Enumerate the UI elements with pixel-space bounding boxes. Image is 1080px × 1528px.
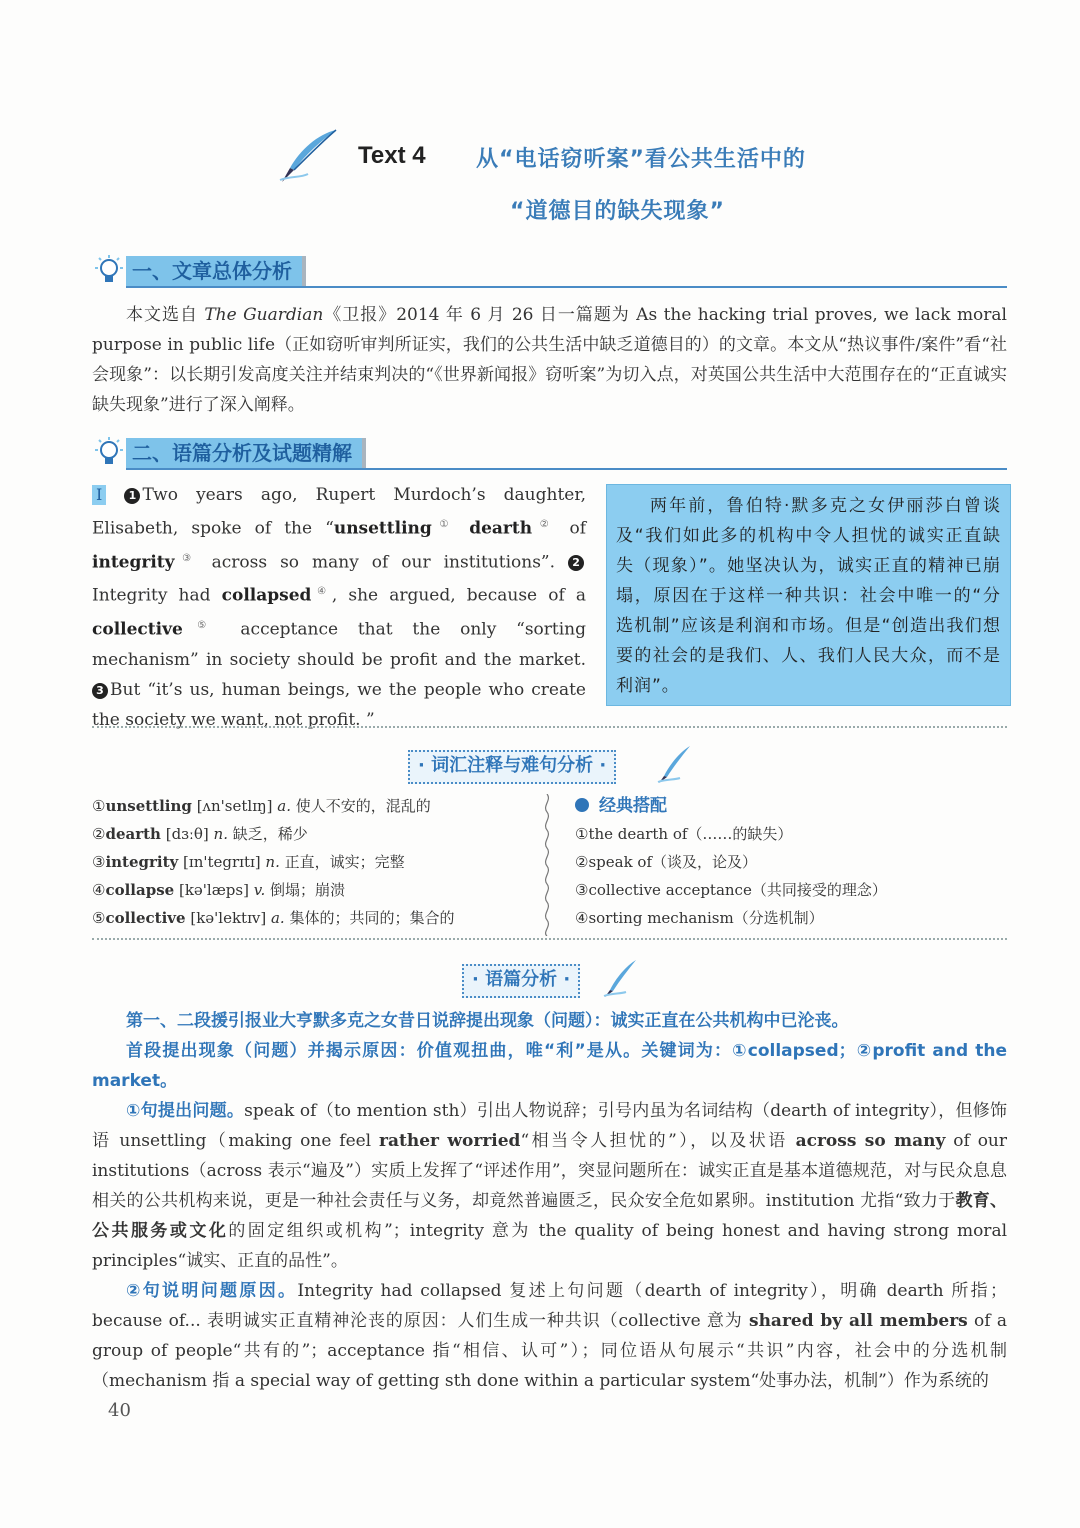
vocab-word: dearth xyxy=(469,518,533,539)
collocation-item: ②speak of（谈及，论及） xyxy=(575,853,758,871)
vocab-item: ②dearth [dɜːθ] n. 缺乏，稀少 xyxy=(92,825,308,843)
section-divider xyxy=(126,286,1007,288)
dotted-divider xyxy=(92,726,1007,728)
vocab-list xyxy=(92,792,532,932)
collocations-list xyxy=(575,792,1005,932)
vocab-item: ④collapse [kə'læps] v. 倒塌；崩溃 xyxy=(92,881,346,899)
lightbulb-icon xyxy=(92,436,126,470)
dotted-divider xyxy=(92,938,1007,940)
sentence-number: 2 xyxy=(568,555,584,571)
page-title-line1: 从“电话窃听案”看公共生活中的 xyxy=(476,147,806,172)
sentence-number: 3 xyxy=(92,683,108,699)
collocation-item: ①the dearth of（……的缺失） xyxy=(575,825,793,843)
sentence-number: 1 xyxy=(124,488,140,504)
source-title: The Guardian xyxy=(204,305,324,325)
analysis-paragraph: ②句说明问题原因。Integrity had collapsed 复述上句问题（dearth of integrity），明确 dearth 所指；because of... 表明诚实正直精神沦丧的原因：人们生成一种共识（collective 意为 shared by all members of a group of people“共有的”；acceptance 指“相信、认可”）；同位语从句展示“共识”内容，社会中的分选机制（mechanism 指 a special way of getting sth done within a particular system“处事办法，机制”）作为系统的 xyxy=(92,1281,1007,1391)
vocab-item: ⑤collective [kə'lektɪv] a. 集体的；共同的；集合的 xyxy=(92,909,455,927)
analysis-keywords: 首段提出现象（问题）并揭示原因：价值观扭曲，唯“利”是从。关键词为：①collapsed；②profit and the market。 xyxy=(92,1041,1007,1091)
section-heading-1-label: 一、文章总体分析 xyxy=(126,256,306,286)
text-number: Text 4 xyxy=(358,142,426,169)
section-divider xyxy=(126,468,1007,470)
quill-icon xyxy=(602,958,638,998)
analysis-summary: 第一、二段援引报业大亨默多克之女昔日说辞提出现象（问题）：诚实正直在公共机构中已沦丧。 xyxy=(126,1011,849,1031)
collocations-heading: 经典搭配 xyxy=(599,796,667,816)
analysis-section-tag: · 语篇分析 · xyxy=(462,964,580,998)
section-heading-2 xyxy=(92,436,1007,470)
quill-icon xyxy=(656,744,692,784)
section-heading-2-label: 二、语篇分析及试题精解 xyxy=(126,438,366,468)
vocab-section-tag: · 词汇注释与难句分析 · xyxy=(408,750,616,784)
section-heading-1 xyxy=(92,254,1007,288)
intro-paragraph: 本文选自 The Guardian《卫报》2014 年 6 月 26 日一篇题为 As the hacking trial proves, we lack moral purpose in public life（正如窃听审判所证实，我们的公共生活中缺乏道德目的）的文章。本文从“热议事件/案件”看“社会现象”：以长期引发高度关注并结束判决的“《世界新闻报》窃听案”为切入点，对英国公共生活中大范围存在的“正直诚实缺失现象”进行了深入阐释。 xyxy=(92,305,1007,415)
analysis-text xyxy=(92,1006,1007,1396)
collocation-item: ④sorting mechanism（分选机制） xyxy=(575,909,824,927)
analysis-paragraph: ①句提出问题。speak of（to mention sth）引出人物说辞；引号内虽为名词结构（dearth of integrity），但修饰语 unsettling（making one feel rather worried“相当令人担忧的”），以及状语 across so many of our institutions（across 表示“遍及”）实质上发挥了“评述作用”，突显问题所在：诚实正直是基本道德规范，对与民众息息相关的公共机构来说，更是一种社会责任与义务，却竟然普遍匮乏，民众安全危如累卵。institution 尤指“致力于教育、公共服务或文化的固定组织或机构”；integrity 意为 the quality of being honest and having strong moral principles“诚实、正直的品性”。 xyxy=(92,1101,1008,1271)
vocab-item: ③integrity [ɪn'tegrɪtɪ] n. 正直，诚实；完整 xyxy=(92,853,405,871)
vocab-item: ①unsettling [ʌn'setlɪŋ] a. 使人不安的，混乱的 xyxy=(92,797,431,815)
collocation-item: ③collective acceptance（共同接受的理念） xyxy=(575,881,887,899)
quill-icon xyxy=(278,128,340,184)
paragraph-marker: Ⅰ xyxy=(92,485,106,505)
translation-box: 两年前，鲁伯特·默多克之女伊丽莎白曾谈及“我们如此多的机构中令人担忧的诚实正直缺失（现象）”。她坚决认为，诚实正直的精神已崩塌，原因在于这样一种共识：社会中唯一的“分选机制”应该是利润和市场。但是“创造出我们想要的社会的是我们、人、我们人民大众，而不是利润”。 xyxy=(606,484,1011,706)
vocab-word: integrity xyxy=(92,552,175,573)
lightbulb-icon xyxy=(92,254,126,288)
page-number: 40 xyxy=(108,1400,131,1421)
vocab-word: collective xyxy=(92,619,183,640)
english-passage: Ⅰ 1 Two years ago, Rupert Murdoch’s daughter, Elisabeth, spoke of the “unsettling① dearth② of integrity③ across so many of our institutions”. 2 Integrity had collapsed④, she argued, because of a collective⑤ acceptance that the only “sorting mechanism” in society should be profit and the market. 3 But “it’s us, human beings, we the people who create the society we want, not profit. ” xyxy=(92,485,587,730)
bullet-dot xyxy=(575,798,589,812)
vocab-word: unsettling xyxy=(333,518,432,539)
vocab-word: collapsed xyxy=(221,585,312,606)
page-title-line2: “道德目的缺失现象” xyxy=(510,199,725,224)
wavy-divider xyxy=(540,794,554,936)
